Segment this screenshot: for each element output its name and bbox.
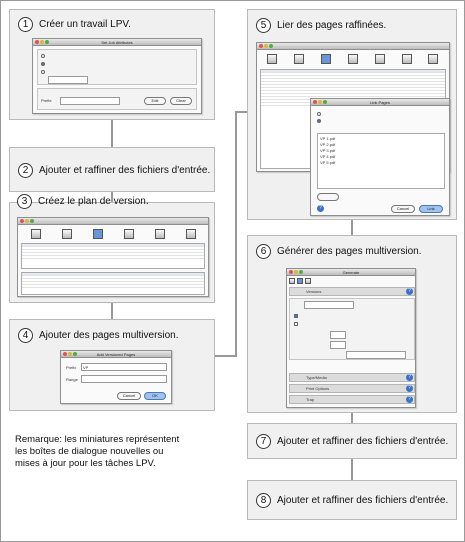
toolbar-icon[interactable]: [186, 229, 196, 239]
list-item[interactable]: VP 2.pdf: [320, 142, 336, 147]
connector-5-6: [351, 220, 353, 235]
help-icon[interactable]: ?: [406, 374, 413, 381]
toolbar: [20, 227, 206, 241]
toolbar-icon[interactable]: [297, 278, 303, 284]
toolbar-icon[interactable]: [428, 54, 438, 64]
versions-section-header[interactable]: [289, 287, 415, 296]
section-label: Trap: [306, 397, 315, 402]
prefix-field[interactable]: [81, 363, 167, 371]
step-number: 2: [18, 163, 33, 178]
step-title: Ajouter et raffiner des fichiers d'entrée.: [277, 495, 449, 506]
connector-3-4: [111, 303, 113, 319]
list-item[interactable]: VP 3.pdf: [320, 148, 336, 153]
ok-button[interactable]: OK: [144, 392, 166, 400]
prefix-label: Prefix:: [41, 98, 53, 103]
step-number: 3: [17, 194, 32, 209]
toolbar: [259, 52, 447, 66]
checkbox-icon[interactable]: [294, 314, 298, 318]
versioning-panel: [37, 49, 197, 85]
output-panel: [37, 88, 197, 110]
step-7-box: [247, 423, 457, 459]
toolbar-icon[interactable]: [375, 54, 385, 64]
radio-icon[interactable]: [41, 54, 45, 58]
step-number: 7: [256, 434, 271, 449]
window-title: Link Pages: [370, 100, 390, 105]
edit-button[interactable]: Edit: [144, 97, 166, 105]
toolbar: [289, 277, 413, 285]
cancel-button[interactable]: Cancel: [117, 392, 141, 400]
prefix-value: VP: [83, 365, 89, 370]
step-2-box: [9, 147, 215, 192]
trap-section-header[interactable]: [289, 395, 415, 404]
list-item[interactable]: VP 5.pdf: [320, 160, 336, 165]
text-field[interactable]: [346, 351, 406, 359]
step-4-box: [9, 319, 215, 411]
select-all-button[interactable]: [317, 193, 339, 201]
step-8-box: [247, 480, 457, 520]
step-number: 1: [18, 17, 33, 32]
text-field[interactable]: [330, 341, 346, 349]
toolbar-icon[interactable]: [31, 229, 41, 239]
radio-icon[interactable]: [317, 112, 321, 116]
help-icon[interactable]: ?: [406, 385, 413, 392]
toolbar-icon[interactable]: [93, 229, 103, 239]
radio-icon[interactable]: [41, 62, 45, 66]
step-number: 4: [18, 328, 33, 343]
window-title: Add Versioned Pages: [96, 352, 136, 357]
toolbar-icon[interactable]: [267, 54, 277, 64]
toolbar-icon[interactable]: [289, 278, 295, 284]
cancel-button[interactable]: Cancel: [391, 205, 415, 213]
step-title: Ajouter et raffiner des fichiers d'entrée.: [277, 436, 449, 447]
step-1-box: [9, 9, 215, 120]
type-media-section-header[interactable]: [289, 373, 415, 382]
step-title: Lier des pages raffinées.: [277, 20, 387, 31]
help-icon[interactable]: ?: [406, 396, 413, 403]
connector-1-2: [111, 120, 113, 147]
toolbar-icon[interactable]: [62, 229, 72, 239]
plan-table-top: [21, 243, 205, 269]
range-label: Range: [66, 377, 78, 382]
window-title: Generate: [342, 270, 360, 275]
radio-icon[interactable]: [317, 119, 321, 123]
step-number: 5: [256, 18, 271, 33]
toolbar-icon[interactable]: [155, 229, 165, 239]
link-pages-thumbnail: [310, 98, 450, 216]
step-number: 8: [256, 493, 271, 508]
radio-icon[interactable]: [41, 70, 45, 74]
connector-4-5-h2: [235, 111, 247, 113]
help-icon[interactable]: ?: [317, 205, 324, 212]
step-title: Créer un travail LPV.: [39, 19, 131, 30]
step-title: Générer des pages multiversion.: [277, 246, 422, 257]
toolbar-icon[interactable]: [348, 54, 358, 64]
step-6-box: [247, 235, 457, 413]
checkbox-icon[interactable]: [294, 322, 298, 326]
step-5-box: [247, 9, 457, 220]
connector-4-5-h: [215, 355, 237, 357]
connector-4-5-v: [235, 111, 237, 357]
toolbar-icon[interactable]: [305, 278, 311, 284]
range-field[interactable]: [81, 375, 167, 383]
remark-note: Remarque: les miniatures représentent les boîtes de dialogue nouvelles ou mises à jour pour les tâches LPV.: [15, 434, 180, 469]
step-title: Ajouter des pages multiversion.: [39, 330, 179, 341]
list-item[interactable]: VP 1.pdf: [320, 136, 336, 141]
clear-button[interactable]: Clear: [170, 97, 192, 105]
connector-6-7: [351, 413, 353, 423]
help-icon[interactable]: ?: [406, 288, 413, 295]
section-label: Print Options: [306, 386, 330, 391]
text-field[interactable]: [48, 76, 88, 84]
section-label: Versions: [306, 289, 322, 294]
toolbar-icon[interactable]: [294, 54, 304, 64]
versions-panel: [289, 298, 415, 360]
prefix-field[interactable]: [60, 97, 120, 105]
plan-table-bottom: [21, 272, 205, 295]
toolbar-icon[interactable]: [124, 229, 134, 239]
connector-7-8: [351, 459, 353, 480]
toolbar-icon[interactable]: [402, 54, 412, 64]
step-number: 6: [256, 244, 271, 259]
dropdown[interactable]: [304, 301, 354, 309]
page-select-list: [317, 133, 445, 189]
add-versioned-pages-thumbnail: [60, 350, 172, 404]
set-job-attributes-thumbnail: [32, 38, 202, 114]
text-field[interactable]: [330, 331, 346, 339]
toolbar-icon[interactable]: [321, 54, 331, 64]
step-title: Créez le plan de version.: [38, 196, 149, 207]
section-label: Type/Media: [306, 375, 327, 380]
link-button[interactable]: Link: [419, 205, 443, 213]
step-title: Ajouter et raffiner des fichiers d'entrée.: [39, 165, 211, 176]
prefix-label: Prefix: [66, 365, 77, 370]
generate-thumbnail: [286, 268, 416, 408]
list-item[interactable]: VP 4.pdf: [320, 154, 336, 159]
window-title: Set Job Attributes: [101, 40, 133, 45]
print-options-section-header[interactable]: [289, 384, 415, 393]
version-plan-thumbnail: [17, 217, 209, 297]
